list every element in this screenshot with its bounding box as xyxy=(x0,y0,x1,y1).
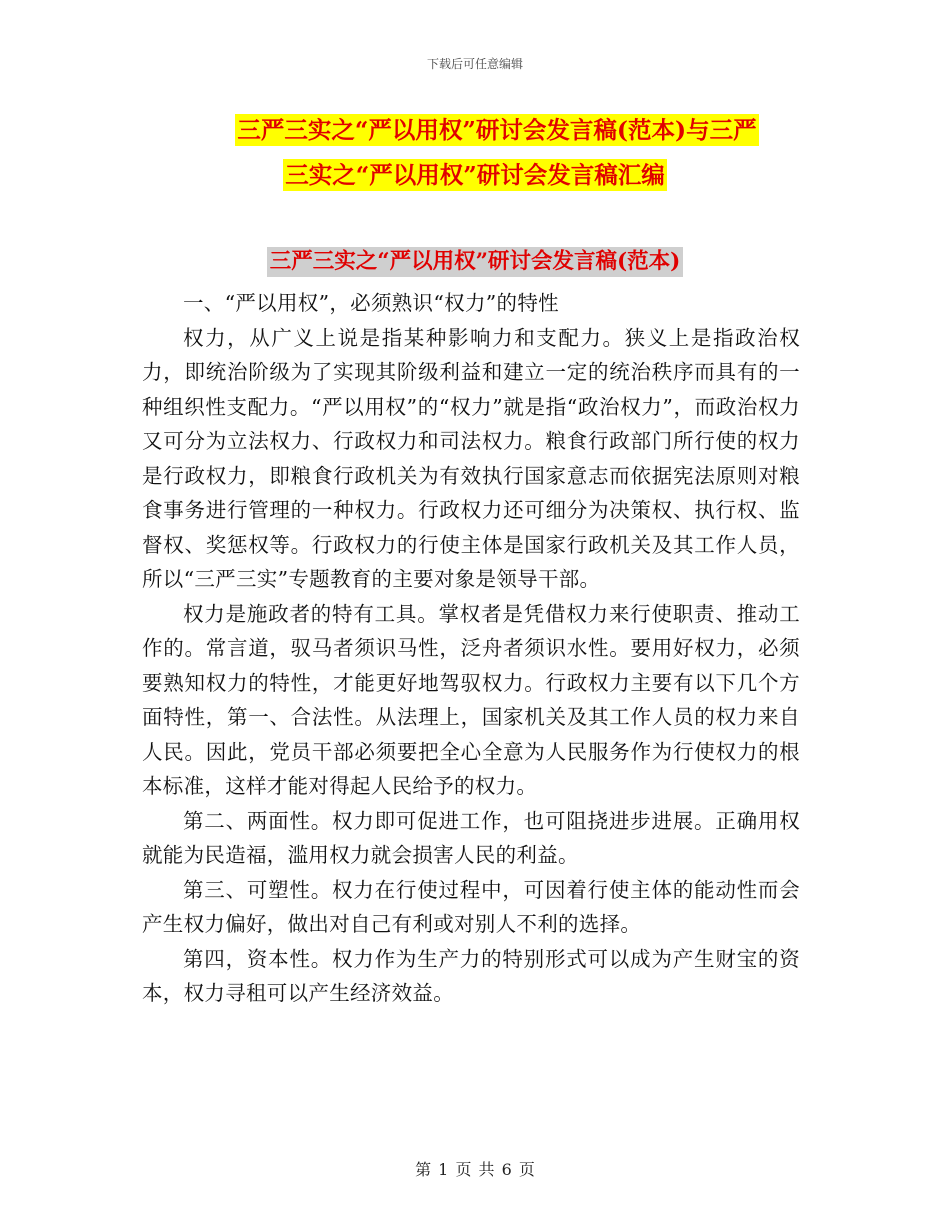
paragraph: 第四，资本性。权力作为生产力的特别形式可以成为产生财宝的资本，权力寻租可以产生经济效益。 xyxy=(142,946,800,1005)
page-footer: 第 1 页 共 6 页 xyxy=(415,1160,535,1179)
body-text xyxy=(142,286,800,1011)
paragraph: 第二、两面性。权力即可促进工作，也可阻挠进步进展。正确用权就能为民造福，滥用权力就会损害人民的利益。 xyxy=(142,808,800,867)
title-line-1-text: 三严三实之“严以用权”研讨会发言稿(范本)与三严 xyxy=(237,116,757,144)
section-title-text: 三严三实之“严以用权”研讨会发言稿(范本) xyxy=(267,247,684,277)
paragraph-heading-1: 一、“严以用权”，必须熟识“权力”的特性 xyxy=(183,291,559,315)
section-title xyxy=(0,247,950,277)
paragraph: 第三、可塑性。权力在行使过程中，可因着行使主体的能动性而会产生权力偏好，做出对自己有利或对别人不利的选择。 xyxy=(142,877,800,936)
document-title-line-2 xyxy=(0,159,950,191)
paragraph: 权力是施政者的特有工具。掌权者是凭借权力来行使职责、推动工作的。常言道，驭马者须识马性，泛舟者须识水性。要用好权力，必须要熟知权力的特性，才能更好地驾驭权力。行政权力主要有以下几个方面特性，第一、合法性。从法理上，国家机关及其工作人员的权力来自人民。因此，党员干部必须要把全心全意为人民服务作为行使权力的根本标准，这样才能对得起人民给予的权力。 xyxy=(142,601,800,798)
paragraph: 权力，从广义上说是指某种影响力和支配力。狭义上是指政治权力，即统治阶级为了实现其阶级利益和建立一定的统治秩序而具有的一种组织性支配力。“严以用权”的“权力”就是指“政治权力”，而政治权力又可分为立法权力、行政权力和司法权力。粮食行政部门所行使的权力是行政权力，即粮食行政机关为有效执行国家意志而依据宪法原则对粮食事务进行管理的一种权力。行政权力还可细分为决策权、执行权、监督权、奖惩权等。行政权力的行使主体是国家行政机关及其工作人员，所以“三严三实”专题教育的主要对象是领导干部。 xyxy=(142,325,800,591)
document-title-line-1 xyxy=(0,114,950,146)
title-line-2-text: 三实之“严以用权”研讨会发言稿汇编 xyxy=(285,161,665,189)
header-note: 下载后可任意编辑 xyxy=(426,57,523,71)
